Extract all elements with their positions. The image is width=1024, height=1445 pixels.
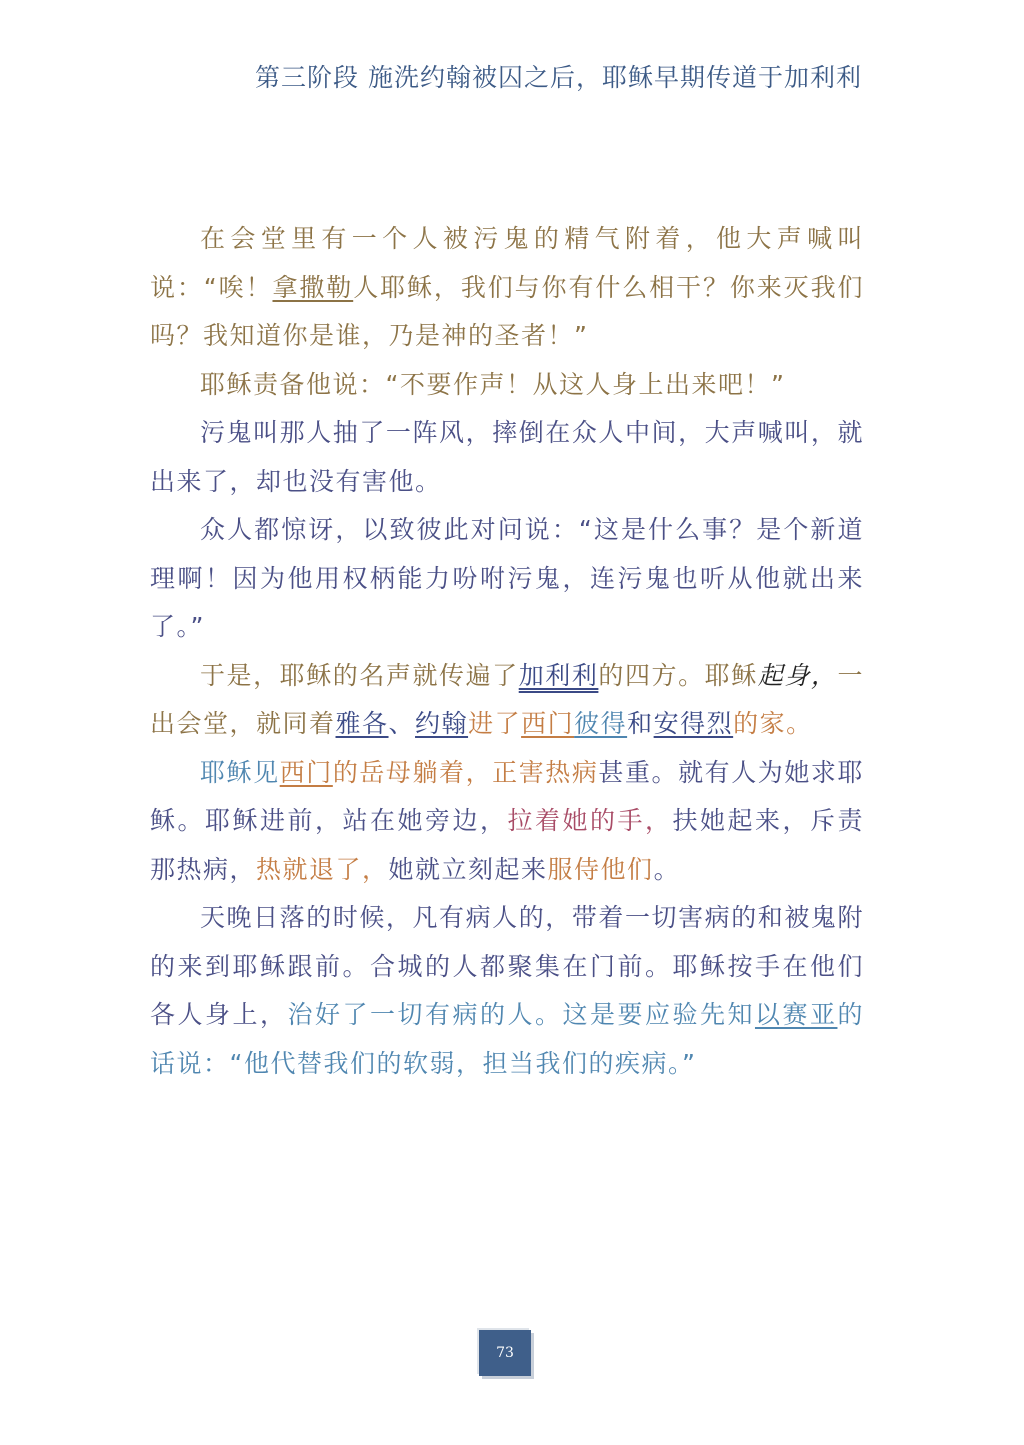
text-segment: 治好了一切有病的人。这是要应验先知 (287, 1000, 755, 1029)
page-number-label: 73 (496, 1345, 514, 1361)
paragraph (150, 409, 864, 506)
page-header-title: 第三阶段 施洗约翰被囚之后，耶稣早期传道于加利利 (255, 63, 862, 92)
text-segment: 人耶稣，我们与你有什么相干？你来灭我们吗？我知道你是谁，乃是神的圣者！” (150, 272, 864, 350)
paragraph (150, 506, 864, 652)
text-segment: 她就立刻起来 (388, 854, 548, 884)
text-segment: 耶稣见 (200, 757, 280, 787)
text-segment: 于是，耶稣的名声就传遍了 (200, 660, 519, 690)
text-segment: 起身， (757, 660, 838, 690)
text-segment: 众人都惊讶，以致彼此对问说：“这是什么事？是个新道理啊！因为他用权柄能力吩咐污鬼，连污鬼也听从他就出来了。” (150, 515, 864, 641)
paragraph (150, 361, 864, 410)
text-segment: 安得烈 (653, 709, 734, 738)
body-text (150, 215, 864, 1088)
text-segment: 和 (627, 709, 654, 738)
text-segment: 热就退了， (256, 854, 389, 884)
text-segment: 甚重。就有人为她求耶稣。耶稣进前，站在她旁边， (150, 757, 864, 835)
text-segment: 污鬼叫那人抽了一阵风，摔倒在众人中间，大声喊叫，就出来了，却也没有害他。 (150, 418, 864, 496)
text-segment: 西门 (279, 757, 333, 787)
text-segment: 的四方。耶稣 (598, 660, 758, 690)
text-segment: 进了 (468, 709, 522, 738)
text-segment: 一出会堂，就同着 (150, 660, 864, 738)
text-segment: 服侍他们 (547, 854, 654, 884)
text-segment: 拉着她的手， (507, 806, 673, 835)
text-segment: 以赛亚 (754, 1000, 838, 1029)
text-segment: 天晚日落的时候，凡有病人的，带着一切害病的和被鬼附的来到耶稣跟前。合城的人都聚集在门前。耶稣按手在他们各人身上， (150, 903, 864, 1029)
text-segment: 扶她起来，斥责那热病， (150, 806, 864, 884)
text-segment: 的话说：“他代替我们的软弱，担当我们的疾病。” (150, 1000, 864, 1078)
paragraph (150, 894, 864, 1088)
text-segment: 、 (388, 709, 416, 738)
text-segment: 在会堂里有一个人被污鬼的精气附着，他大声喊叫说：“唉！ (150, 224, 864, 302)
text-segment: 拿撒勒 (272, 272, 354, 302)
text-segment: 的家。 (733, 709, 813, 738)
paragraph (150, 749, 864, 895)
text-segment: 雅各 (335, 709, 389, 738)
paragraph (150, 215, 864, 361)
text-segment: 正害热病 (492, 757, 599, 787)
paragraph (150, 652, 864, 749)
page-number (479, 1330, 531, 1376)
text-segment: 西门 (521, 709, 575, 738)
text-segment: 彼得 (574, 709, 628, 738)
text-segment: 约翰 (415, 709, 469, 738)
text-segment: 。 (653, 854, 681, 884)
text-segment: 加利利 (518, 660, 599, 690)
text-segment: 的岳母躺着， (332, 757, 493, 787)
text-segment: 耶稣责备他说：“不要作声！从这人身上出来吧！” (200, 369, 786, 399)
